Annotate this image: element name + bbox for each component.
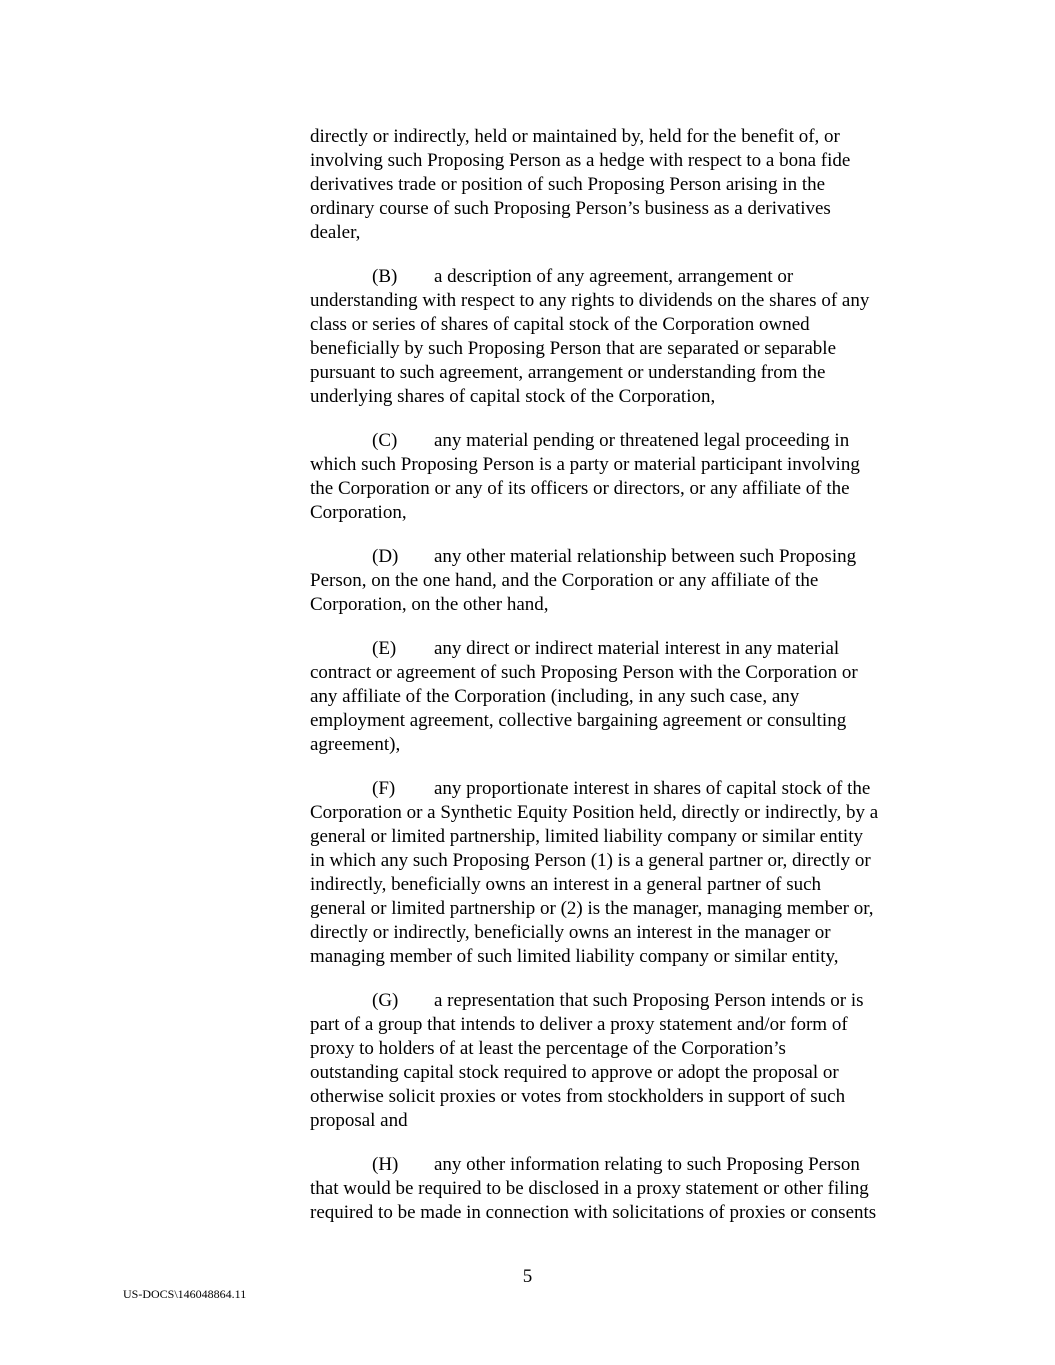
clause-marker: (E) [372, 638, 397, 659]
page-number: 5 [522, 1266, 533, 1287]
clause-first-line: a representation that such Proposing Person intends or is [434, 990, 864, 1011]
clause-first-line: any material pending or threatened legal proceeding in [434, 430, 850, 451]
clause-text: Corporation or a Synthetic Equity Position held, directly or indirectly, by a general or limited partnership, limited liability company or similar entity in which any such Proposing Person (1) is a general partner or, directly or indirectly, beneficially owns an interest in a general partner of such general or limited partnership or (2) is the manager, managing member or, directly or indirectly, beneficially owns an interest in the manager or managing member of such limited liability company or similar entity, [310, 802, 879, 967]
clause-first-line: any direct or indirect material interest in any material [434, 638, 840, 659]
clause-text: Person, on the one hand, and the Corporation or any affiliate of the Corporation, on the other hand, [310, 570, 819, 615]
clause-d [310, 545, 935, 617]
clause-marker: (B) [372, 266, 398, 287]
clause-g [310, 989, 935, 1133]
clause-text: part of a group that intends to deliver a proxy statement and/or form of proxy to holders of at least the percentage of the Corporation’s outstanding capital stock required to approve or adopt the proposal or otherwise solicit proxies or votes from stockholders in support of such proposal and [310, 1014, 848, 1131]
clause-e [310, 637, 935, 757]
body-text [310, 125, 935, 1245]
clause-marker: (C) [372, 430, 398, 451]
clause-text: which such Proposing Person is a party or material participant involving the Corporation or any of its officers or directors, or any affiliate of the Corporation, [310, 454, 860, 523]
clause-b [310, 265, 935, 409]
clause-first-line: any proportionate interest in shares of capital stock of the [434, 778, 871, 799]
clause-text: understanding with respect to any rights to dividends on the shares of any class or series of shares of capital stock of the Corporation owned beneficially by such Proposing Person that are separated or separable pursuant to such agreement, arrangement or understanding from the underlying shares of capital stock of the Corporation, [310, 290, 870, 407]
clause-marker: (G) [372, 990, 399, 1011]
clause-h [310, 1153, 935, 1225]
clause-first-line: any other information relating to such Proposing Person [434, 1154, 860, 1175]
clause-f [310, 777, 935, 969]
clause-first-line: any other material relationship between such Proposing [434, 546, 857, 567]
clause-c [310, 429, 935, 525]
clause-marker: (H) [372, 1154, 399, 1175]
continuation-paragraph: directly or indirectly, held or maintained by, held for the benefit of, or involving such Proposing Person as a hedge with respect to a bona fide derivatives trade or position of such Proposing Person arising in the ordinary course of such Proposing Person’s business as a derivatives dealer, [310, 126, 851, 243]
clause-text: that would be required to be disclosed in a proxy statement or other filing required to be made in connection with solicitations of proxies or consents [310, 1178, 877, 1223]
document-id-footer: US-DOCS\146048864.11 [123, 1287, 247, 1301]
clause-marker: (D) [372, 546, 399, 567]
clause-first-line: a description of any agreement, arrangement or [434, 266, 794, 287]
clause-marker: (F) [372, 778, 396, 799]
clause-text: contract or agreement of such Proposing Person with the Corporation or any affiliate of the Corporation (including, in any such case, any employment agreement, collective bargaining agreement or consulting agreement), [310, 662, 858, 755]
